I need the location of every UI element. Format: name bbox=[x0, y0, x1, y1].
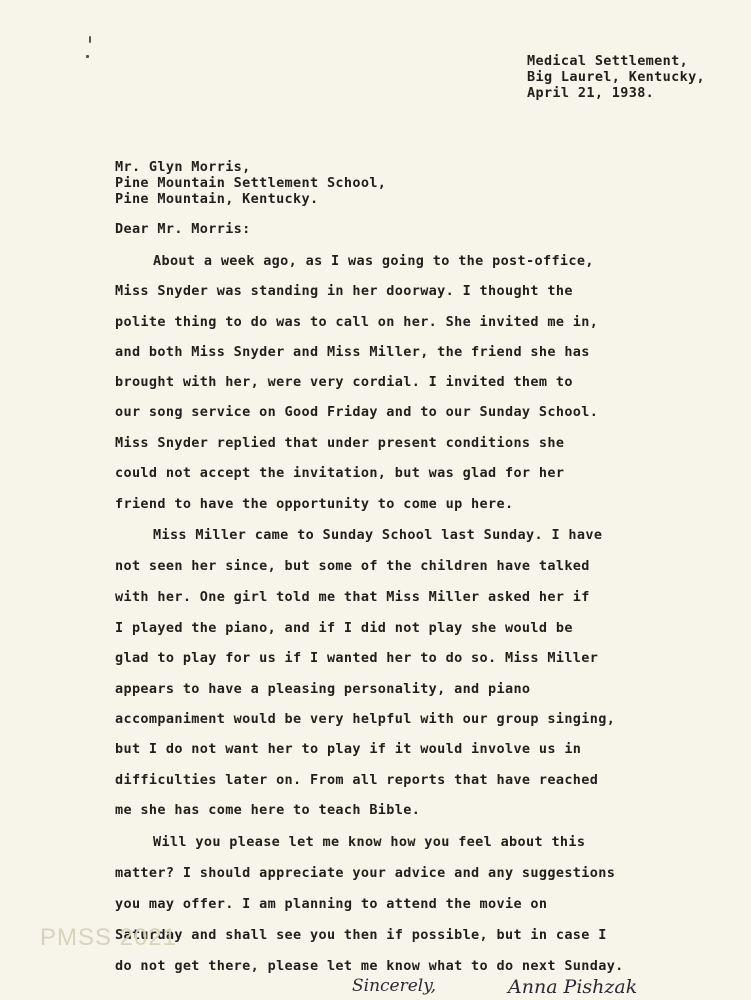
body-line: I played the piano, and if I did not play she would be bbox=[115, 620, 573, 636]
return-address-line: Medical Settlement, bbox=[527, 53, 689, 69]
return-address-line: Big Laurel, Kentucky, bbox=[527, 69, 706, 85]
body-line: matter? I should appreciate your advice and any suggestions bbox=[115, 865, 616, 881]
body-line: Will you please let me know how you feel about this bbox=[153, 834, 586, 850]
hole-punch-mark bbox=[89, 36, 91, 43]
return-address-line: April 21, 1938. bbox=[527, 85, 655, 101]
closing-handwritten: Sincerely, bbox=[352, 976, 436, 996]
recipient-line: Pine Mountain Settlement School, bbox=[115, 175, 387, 191]
recipient-line: Pine Mountain, Kentucky. bbox=[115, 191, 319, 207]
body-line: me she has come here to teach Bible. bbox=[115, 802, 421, 818]
body-line: do not get there, please let me know what to do next Sunday. bbox=[115, 958, 624, 974]
body-line: polite thing to do was to call on her. She invited me in, bbox=[115, 314, 599, 330]
body-line: our song service on Good Friday and to our Sunday School. bbox=[115, 404, 599, 420]
body-line: Miss Snyder was standing in her doorway. I thought the bbox=[115, 283, 573, 299]
body-line: not seen her since, but some of the children have talked bbox=[115, 558, 590, 574]
archive-watermark: PMSS 2021 bbox=[40, 924, 178, 951]
body-line: difficulties later on. From all reports that have reached bbox=[115, 772, 599, 788]
body-line: Saturday and shall see you then if possible, but in case I bbox=[115, 927, 607, 943]
body-line: glad to play for us if I wanted her to do so. Miss Miller bbox=[115, 650, 599, 666]
body-line: and both Miss Snyder and Miss Miller, the friend she has bbox=[115, 344, 590, 360]
body-line: accompaniment would be very helpful with our group singing, bbox=[115, 711, 616, 727]
body-line: could not accept the invitation, but was glad for her bbox=[115, 465, 565, 481]
hole-punch-mark bbox=[86, 55, 89, 58]
body-line: Miss Miller came to Sunday School last Sunday. I have bbox=[153, 527, 603, 543]
salutation: Dear Mr. Morris: bbox=[115, 221, 251, 237]
body-line: About a week ago, as I was going to the post-office, bbox=[153, 253, 594, 269]
body-line: but I do not want her to play if it would involve us in bbox=[115, 741, 582, 757]
body-line: appears to have a pleasing personality, and piano bbox=[115, 681, 531, 697]
signature-handwritten: Anna Pishzak bbox=[508, 976, 638, 998]
body-line: with her. One girl told me that Miss Miller asked her if bbox=[115, 589, 590, 605]
body-line: brought with her, were very cordial. I invited them to bbox=[115, 374, 573, 390]
body-line: friend to have the opportunity to come up here. bbox=[115, 496, 514, 512]
recipient-line: Mr. Glyn Morris, bbox=[115, 159, 251, 175]
body-line: Miss Snyder replied that under present conditions she bbox=[115, 435, 565, 451]
body-line: you may offer. I am planning to attend the movie on bbox=[115, 896, 548, 912]
